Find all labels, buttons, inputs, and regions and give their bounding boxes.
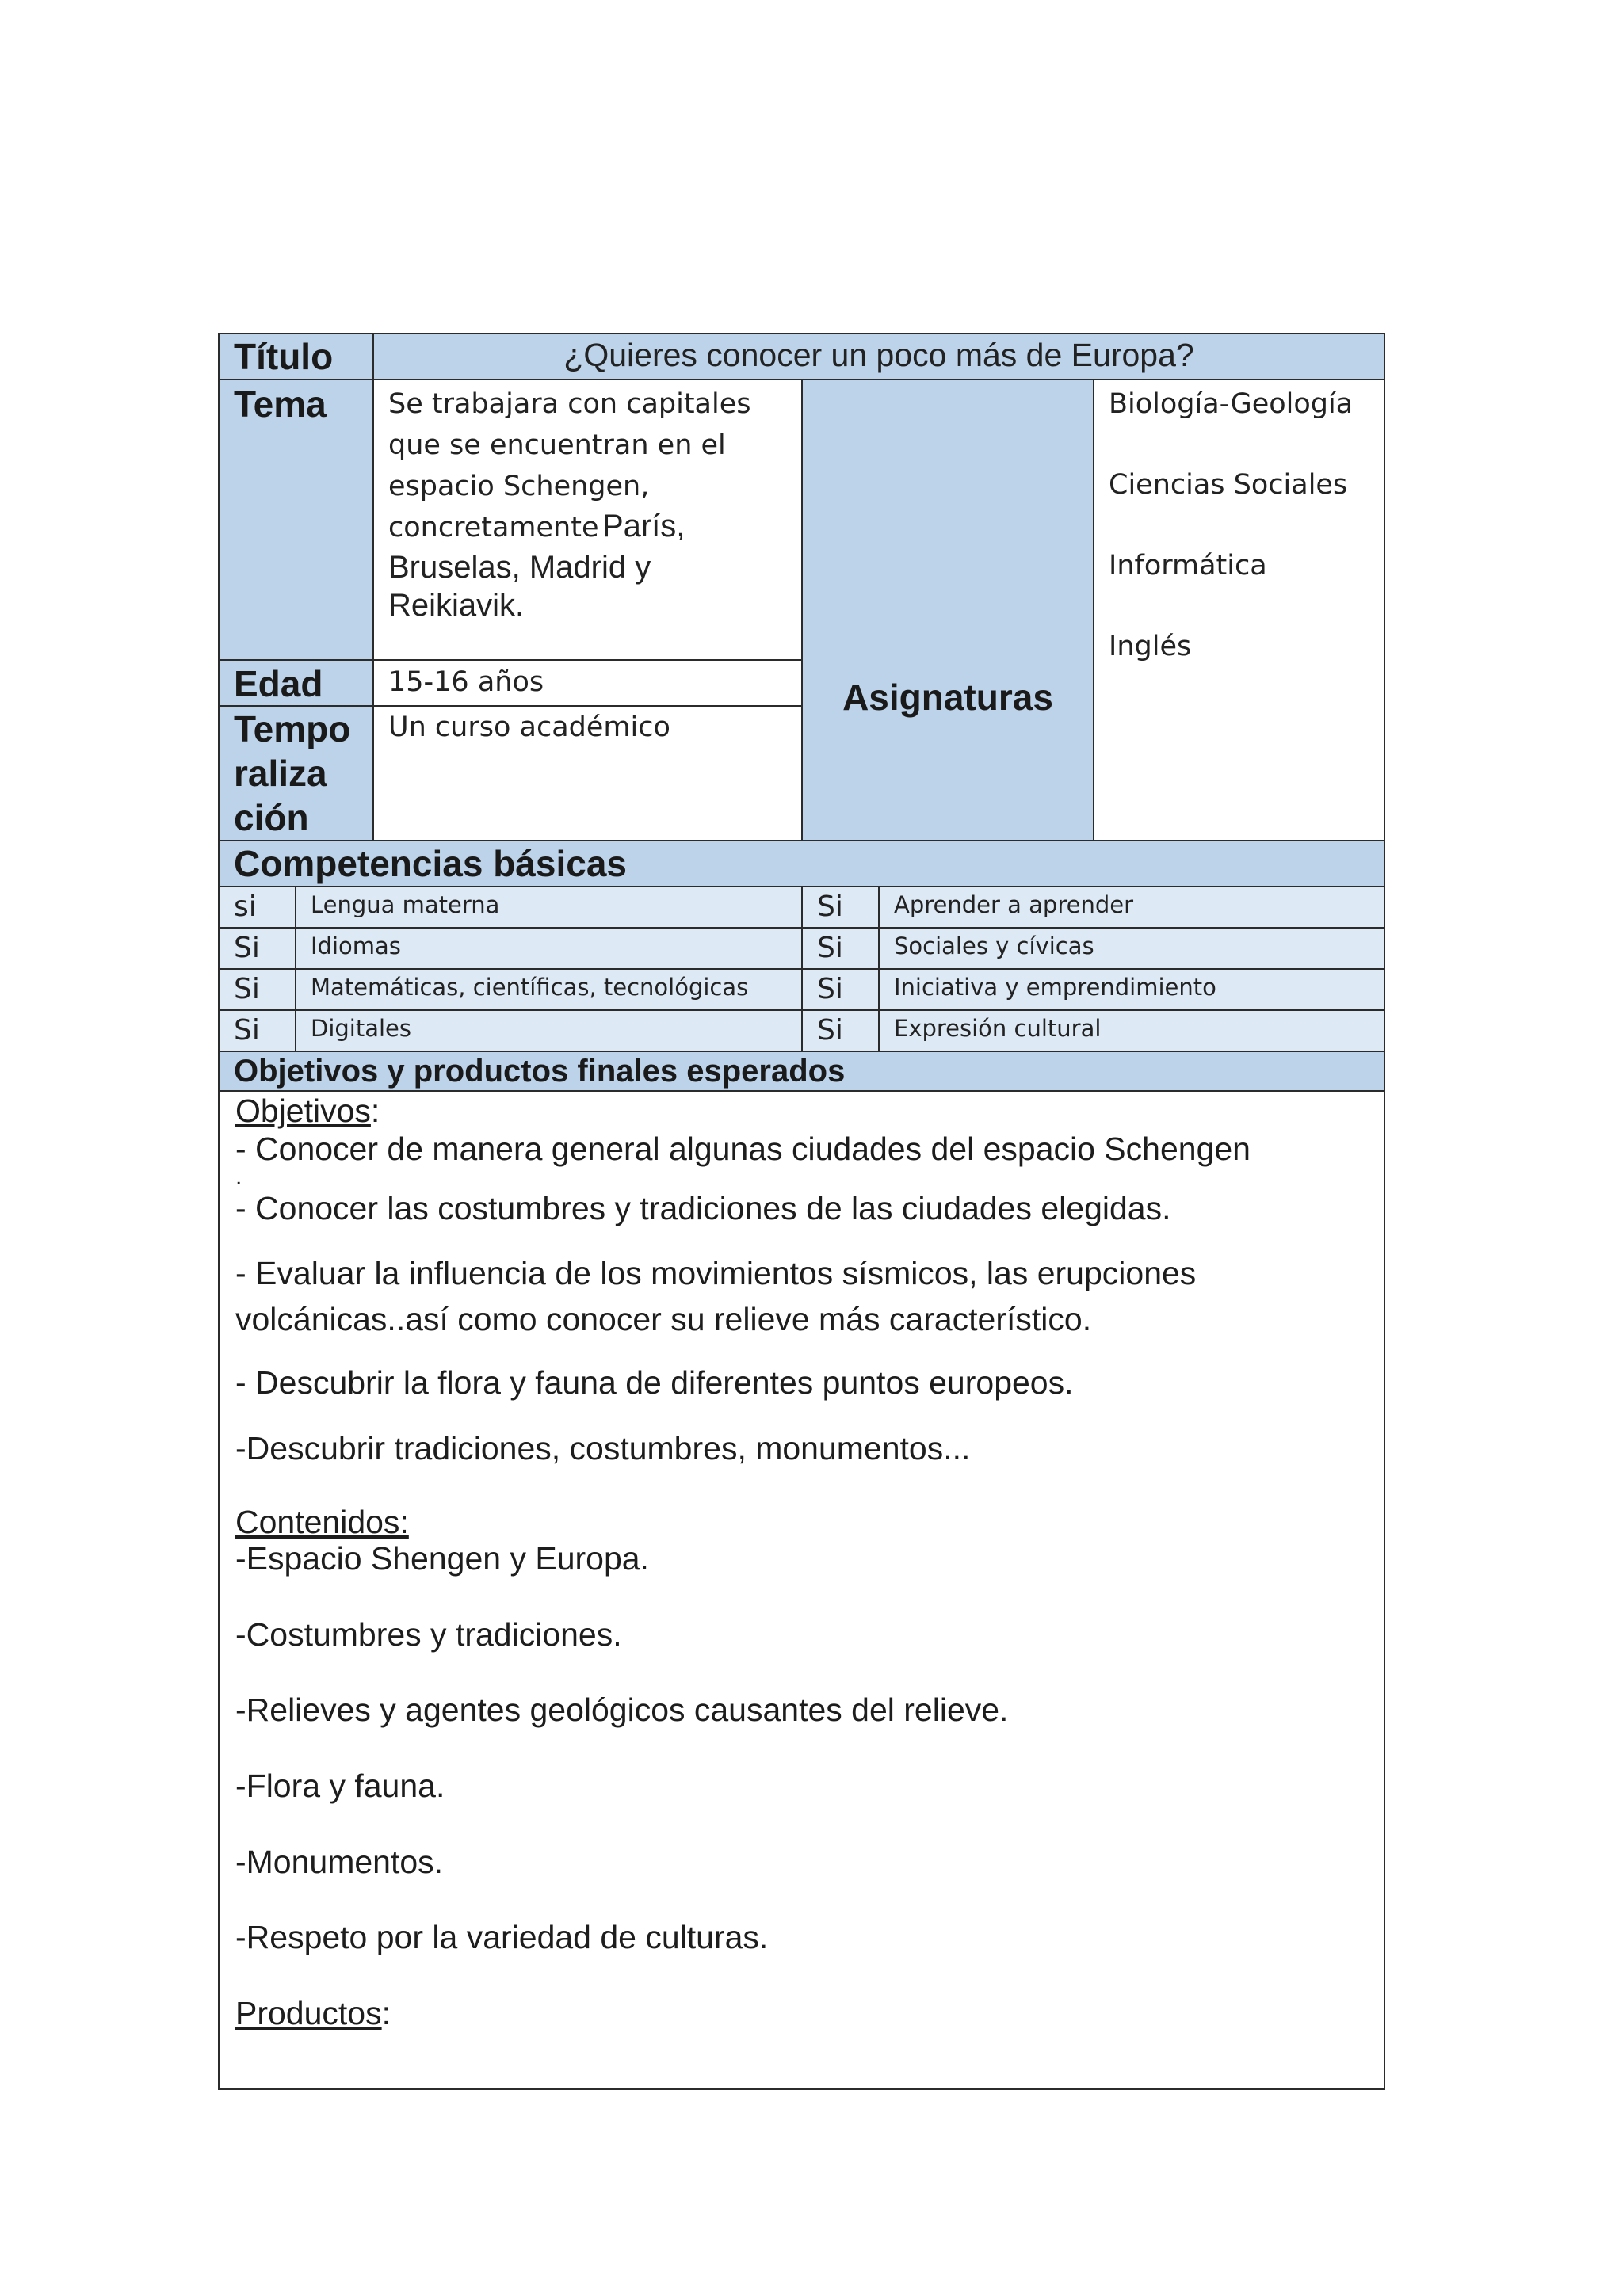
- competencia-si: Si: [817, 932, 843, 964]
- objetivos-title: Objetivos y productos finales esperados: [234, 1054, 846, 1089]
- competencia-name-cell: [295, 968, 803, 1011]
- objetivo-item: - Descubrir la flora y fauna de diferentes puntos europeos.: [235, 1364, 1074, 1401]
- competencia-si: Si: [234, 1014, 260, 1047]
- tema-text-b: París, Bruselas, Madrid y Reikiavik.: [388, 509, 685, 623]
- tema-label-cell: [218, 379, 374, 661]
- contenido-item: -Relieves y agentes geológicos causantes del relieve.: [235, 1691, 1009, 1728]
- asignaturas-list-cell: [1093, 379, 1385, 841]
- productos-heading-colon: :: [381, 1995, 391, 2031]
- competencia-name: Sociales y cívicas: [894, 933, 1094, 959]
- competencia-si-cell: [801, 1009, 880, 1052]
- tema-value-cell: [372, 379, 803, 661]
- competencias-title-cell: [218, 840, 1385, 887]
- competencia-name-cell: [295, 886, 803, 929]
- competencia-si: si: [234, 891, 257, 923]
- temporalizacion-label-3: ción: [234, 797, 309, 838]
- competencia-name-cell: [878, 1009, 1385, 1052]
- temporalizacion-value-cell: [372, 705, 803, 841]
- asignatura-item: Inglés: [1109, 631, 1192, 662]
- competencia-name-cell: [878, 927, 1385, 970]
- temporalizacion-label-2: raliza: [234, 753, 327, 794]
- competencia-name: Expresión cultural: [894, 1015, 1102, 1042]
- temporalizacion-value: Un curso académico: [388, 711, 670, 743]
- competencia-si-cell: [801, 968, 880, 1011]
- competencia-name: Aprender a aprender: [894, 891, 1133, 918]
- tema-text-a: Se trabajara con capitales que se encuentran en el espacio Schengen, concretamente: [388, 388, 751, 543]
- competencia-si-cell: [218, 1009, 296, 1052]
- competencia-si-cell: [218, 968, 296, 1011]
- asignaturas-label-cell: [801, 379, 1094, 841]
- temporalizacion-label-cell: [218, 705, 374, 841]
- objetivo-item: - Conocer de manera general algunas ciudades del espacio Schengen: [235, 1131, 1251, 1167]
- edad-label: Edad: [234, 663, 323, 704]
- objetivo-item: volcánicas..así como conocer su relieve más característico.: [235, 1301, 1092, 1337]
- temporalizacion-label-1: Tempo: [234, 708, 351, 749]
- productos-heading-line: [235, 1990, 391, 2036]
- objetivos-heading-line: [235, 1092, 380, 1130]
- competencia-name: Lengua materna: [311, 891, 500, 918]
- competencia-name: Idiomas: [311, 933, 401, 959]
- edad-label-cell: [218, 659, 374, 707]
- competencia-name-cell: [295, 927, 803, 970]
- edad-value: 15-16 años: [388, 666, 544, 698]
- competencia-name-cell: [878, 968, 1385, 1011]
- competencias-title: Competencias básicas: [234, 843, 628, 884]
- asignatura-item: Biología-Geología: [1109, 388, 1354, 420]
- competencia-name: Matemáticas, científicas, tecnológicas: [311, 974, 749, 1001]
- competencia-si: Si: [817, 973, 843, 1005]
- competencia-name: Iniciativa y emprendimiento: [894, 974, 1216, 1001]
- asignaturas-label: Asignaturas: [842, 677, 1053, 718]
- titulo-value-cell: [372, 333, 1385, 380]
- competencia-si-cell: [801, 927, 880, 970]
- objetivos-heading: Objetivos: [235, 1093, 371, 1129]
- productos-heading: Productos: [235, 1995, 382, 2031]
- competencia-si-cell: [218, 927, 296, 970]
- objetivo-item: .: [235, 1164, 242, 1190]
- objetivo-item: -Descubrir tradiciones, costumbres, monumentos...: [235, 1430, 971, 1466]
- contenido-item: -Respeto por la variedad de culturas.: [235, 1919, 769, 1955]
- objetivos-body-cell: [218, 1090, 1385, 2090]
- titulo-label-cell: [218, 333, 374, 380]
- competencia-si: Si: [234, 932, 260, 964]
- tema-label: Tema: [234, 383, 327, 425]
- competencia-si: Si: [817, 1014, 843, 1047]
- contenido-item: -Monumentos.: [235, 1844, 444, 1880]
- competencia-name-cell: [878, 886, 1385, 929]
- competencia-si-cell: [801, 886, 880, 929]
- asignatura-item: Ciencias Sociales: [1109, 469, 1348, 501]
- objetivo-item: - Conocer las costumbres y tradiciones de las ciudades elegidas.: [235, 1190, 1171, 1226]
- tema-text: [388, 383, 761, 624]
- asignatura-item: Informática: [1109, 550, 1267, 582]
- contenido-item: -Flora y fauna.: [235, 1768, 445, 1804]
- competencia-si-cell: [218, 886, 296, 929]
- titulo-label: Título: [234, 336, 334, 377]
- competencia-name: Digitales: [311, 1015, 412, 1042]
- competencia-si: Si: [817, 891, 843, 923]
- edad-value-cell: [372, 659, 803, 707]
- titulo-value: ¿Quieres conocer un poco más de Europa?: [563, 337, 1194, 373]
- contenidos-heading: Contenidos:: [235, 1504, 409, 1540]
- competencia-name-cell: [295, 1009, 803, 1052]
- objetivo-item: - Evaluar la influencia de los movimientos sísmicos, las erupciones: [235, 1255, 1197, 1291]
- contenido-item: -Costumbres y tradiciones.: [235, 1616, 622, 1653]
- objetivos-title-cell: [218, 1051, 1385, 1092]
- contenido-item: -Espacio Shengen y Europa.: [235, 1540, 649, 1577]
- objetivos-heading-colon: :: [370, 1093, 380, 1129]
- competencia-si: Si: [234, 973, 260, 1005]
